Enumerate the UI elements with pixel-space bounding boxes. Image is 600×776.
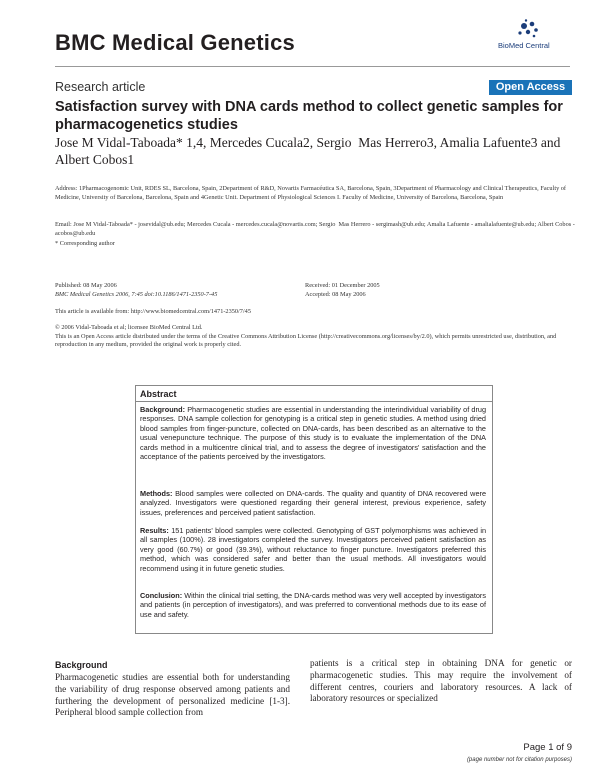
author-list: Jose M Vidal-Taboada* 1,4, Mercedes Cucala2, Sergio Mas Herrero3, Amalia Lafuente3 and Albert Cobos1 <box>55 135 561 167</box>
journal-title: BMC Medical Genetics <box>55 30 295 55</box>
page-number-note: (page number not for citation purposes) <box>466 757 572 763</box>
methods-label: Methods: <box>140 489 173 498</box>
results-label: Results: <box>140 526 169 535</box>
published-date: Published: 08 May 2006 <box>55 282 117 289</box>
received-date: Received: 01 December 2005 <box>305 282 380 289</box>
body-column-left: Pharmacogenetic studies are essential both for understanding the variability of drug response observed among patients and furthering the development of personalized medicine [1-3]. Peripheral blood sample collection from <box>55 672 290 718</box>
received-info <box>305 282 505 299</box>
abstract-heading: Abstract <box>140 389 177 399</box>
section-heading: Background <box>55 660 108 670</box>
page-number: Page 1 of 9 <box>523 742 572 753</box>
article-url[interactable]: This article is available from: http://www.biomedcentral.com/1471-2350/7/45 <box>55 308 251 315</box>
affiliations: Address: 1Pharmacogenomic Unit, RDES SL, Barcelona, Spain, 2Department of R&D, Novartis Farmacéutica SA, Barcelona, Spain, 3Department of Pharmacology and Clinical Therapeutics, Faculty of Medicine, University of Barcelona, Barcelona, Spain and 4Genetic Unit. Department of Physiological Sciences I. Faculty of Medicine, University of Barcelona, Barcelona, Spain <box>55 185 567 201</box>
accepted-date: Accepted: 08 May 2006 <box>305 290 366 298</box>
copyright-block <box>55 324 575 350</box>
abstract-divider <box>136 401 492 402</box>
methods-text: Blood samples were collected on DNA-cards. The quality and quantity of DNA recovered were analyzed. Investigators were questioned regarding their general interest, previous experience, safety issues, preferences and perceived patient satisfaction. <box>140 489 486 517</box>
abstract-results <box>140 526 486 573</box>
biomed-central-logo <box>498 18 564 52</box>
open-access-badge: Open Access <box>489 80 572 95</box>
background-label: Background: <box>140 405 185 414</box>
publication-info <box>55 282 295 299</box>
conclusion-text: Within the clinical trial setting, the DNA-cards method was very well accepted by investigators and patients (in perception of investigators), and was preferred to conventional methods due to its ease of use and safety. <box>140 591 487 619</box>
body-column-right: patients is a critical step in obtaining DNA for genetic or pharmacogenetic studies. This may require the involvement of different centres, couriers and laboratory resources. A lack of laboratory resources or specialized <box>310 658 572 704</box>
citation: BMC Medical Genetics 2006, 7:45 doi:10.1186/1471-2350-7-45 <box>55 290 218 298</box>
article-type: Research article <box>55 80 146 94</box>
abstract-methods <box>140 489 486 517</box>
abstract-box <box>135 385 493 634</box>
license-text: This is an Open Access article distributed under the terms of the Creative Commons Attribution License (http://creativecommons.org/licenses/by/2.0), which permits unrestricted use, distribution, and reproduction in any medium, provided the original work is properly cited. <box>55 332 557 349</box>
conclusion-label: Conclusion: <box>140 591 183 600</box>
results-text: 151 patients' blood samples were collected. Genotyping of GST polymorphisms was achieved in all samples (100%). 28 investigators completed the survey. Investigators perceived patient satisfaction as very good (60.7%) or good (39.3%), without reluctance to finger puncture. Investigators preferred this method, which was considered safer and better than the usual methods. All investigators would recommend using it in future genetic studies. <box>140 526 486 573</box>
article-title: Satisfaction survey with DNA cards method to collect genetic samples for pharmacogenetics studies <box>55 99 563 133</box>
abstract-background <box>140 405 486 461</box>
logo-mark-icon <box>498 18 564 42</box>
abstract-conclusion <box>140 591 486 619</box>
logo-wordmark: BioMed Central <box>498 41 550 50</box>
header-divider <box>55 66 570 67</box>
author-emails: Email: Jose M Vidal-Taboada* - josevidal@ub.edu; Mercedes Cucala - mercedes.cucala@novartis.com; Sergio Mas Herrero - sergimash@ub.edu; Amalia Lafuente - amalialafuente@ub.edu; Albert Cobos - acobos@ub.edu <box>55 221 575 237</box>
copyright: © 2006 Vidal-Taboada et al; licensee BioMed Central Ltd. <box>55 324 203 331</box>
background-text: Pharmacogenetic studies are essential in understanding the interindividual variability of drug responses. DNA sample collection for genotyping is a critical step in genetic studies. A method using dried blood samples from finger-puncture, collected on DNA-cards, has been described as an alternative to the usual venepuncture technique. The purpose of this study is to evaluate the implementation of the DNA cards method in a multicentre clinical trial, and to assess the degree of investigators' satisfaction and the acceptance of the patients perceived by the investigators. <box>140 405 486 462</box>
corresponding-author-note: * Corresponding author <box>55 240 115 247</box>
